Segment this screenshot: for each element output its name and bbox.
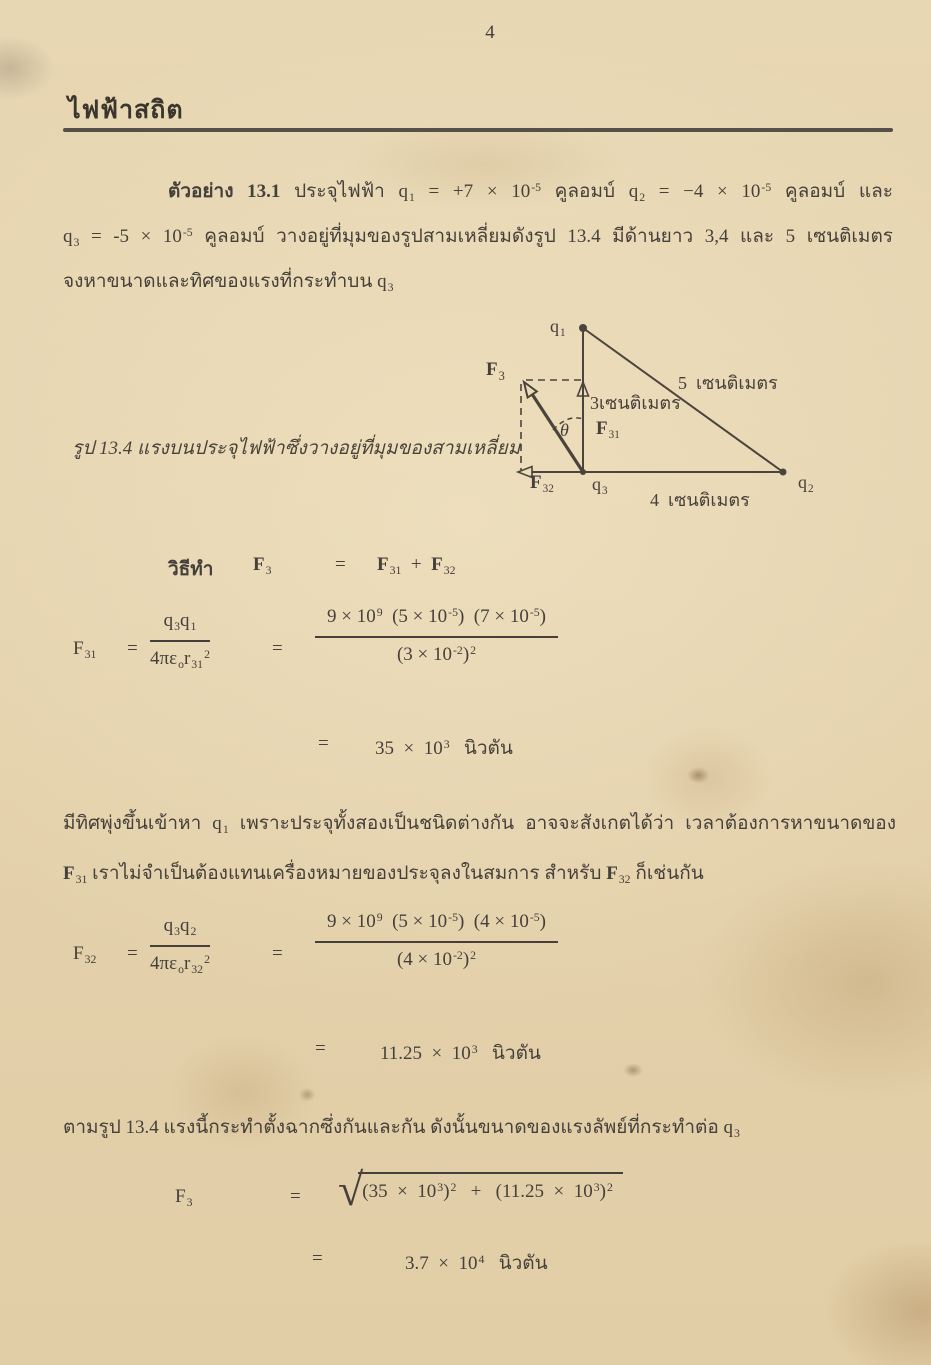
f32-equals-1: =	[127, 943, 138, 964]
square-root-expression	[338, 1164, 623, 1215]
label-q1: $q_1$	[550, 316, 566, 340]
f32-equals-2: =	[272, 943, 283, 964]
q1-dot	[579, 324, 587, 332]
f31-symbolic-fraction	[150, 610, 210, 670]
section-title-rule	[63, 128, 893, 132]
f32-numeric-numerator: $9 \times 10^9$ $(5 \times 10^{-5})$ $(4 \times 10^{-5})$	[315, 911, 558, 943]
example-line-3: จงหาขนาดและทิศของแรงที่กระทำบน $q_3$	[63, 271, 394, 295]
f31-lhs: $F_{31}$	[73, 638, 97, 662]
f31-equals-2: =	[272, 638, 283, 659]
example-line-1: ตัวอย่าง 13.1 ประจุไฟฟ้า $q_1 = +7 \times 10^{-5}$ คูลอมบ์ $q_2 = -4 \times 10^{-5}$ คูลอมบ์ และ	[168, 180, 893, 205]
f31-result: $35 \times 10^3$ นิวตัน	[375, 737, 513, 759]
f31-equals-1: =	[127, 638, 138, 659]
perpendicular-note: ตามรูป 13.4 แรงนี้กระทำตั้งฉากซึ่งกันและกัน ดังนั้นขนาดของแรงลัพย์ที่กระทำต่อ $q_3$	[63, 1117, 740, 1141]
label-f3: $F_3$	[486, 359, 505, 383]
f32-symbolic-numerator: $q_3q_2$	[150, 915, 210, 947]
f32-symbolic-denominator: $4\pi\varepsilon_or_{32}^2$	[150, 952, 210, 977]
f32-lhs: $F_{32}$	[73, 943, 97, 967]
label-side-5cm: 5 เซนติเมตร	[678, 373, 778, 393]
radical-sign: √	[338, 1164, 364, 1215]
label-q3: $q_3$	[592, 474, 608, 498]
note-paragraph	[63, 800, 896, 900]
radicand: $(35 \times 10^3)^2 + (11.25 \times 10^3)^2$	[358, 1172, 623, 1203]
q2-dot	[780, 469, 787, 476]
f32-result: $11.25 \times 10^3$ นิวตัน	[380, 1042, 541, 1064]
f31-symbolic-denominator: $4\pi\varepsilon_or_{31}^2$	[150, 647, 210, 672]
note-line-1: มีทิศพุ่งขึ้นเข้าหา $q_1$ เพราะประจุทั้งสองเป็นชนิดต่างกัน อาจจะสังเกตได้ว่า เวลาต้องการหาขนาดของ	[63, 813, 896, 837]
label-f32: $F_{32}$	[530, 472, 554, 496]
resultant-rhs: $F_{31} + F_{32}$	[377, 554, 456, 578]
f32-symbolic-fraction	[150, 915, 210, 975]
q3-dot	[580, 469, 586, 475]
label-side-4cm: 4 เซนติเมตร	[650, 490, 750, 510]
f3-equals-1: =	[290, 1186, 301, 1207]
f3-arrow-line	[532, 394, 583, 472]
resultant-equals: =	[335, 554, 346, 575]
label-theta: θ	[560, 420, 569, 440]
f32-equals-3: =	[315, 1038, 326, 1059]
f32-numeric-denominator: $(4 \times 10^{-2})^2$	[396, 948, 477, 970]
figure-caption: รูป 13.4 แรงบนประจุไฟฟ้าซึ่งวางอยู่ที่มุมของสามเหลี่ยม	[72, 438, 521, 459]
resultant-lhs: $F_3$	[253, 554, 272, 578]
section-title: ไฟฟ้าสถิต	[68, 97, 184, 124]
label-side-3cm: 3เซนติเมตร	[590, 393, 681, 413]
note-line-2: $F_{31}$ เราไม่จำเป็นต้องแทนเครื่องหมายของประจุลงในสมการ สำหรับ $F_{32}$ ก็เช่นกัน	[63, 863, 704, 887]
f3-result: $3.7 \times 10^4$ นิวตัน	[405, 1252, 548, 1274]
f3-lhs: $F_3$	[175, 1186, 193, 1210]
example-paragraph	[63, 170, 893, 305]
label-f31: $F_{31}$	[596, 418, 620, 442]
f31-numeric-denominator: $(3 \times 10^{-2})^2$	[396, 643, 477, 665]
label-q2: $q_2$	[798, 472, 814, 496]
method-label: วิธีทำ	[168, 559, 214, 580]
force-diagram	[480, 312, 920, 517]
page-number: 4	[485, 22, 495, 43]
f32-numeric-fraction	[315, 911, 558, 971]
f3-equals-2: =	[312, 1248, 323, 1269]
f31-equals-3: =	[318, 733, 329, 754]
example-line-2: $q_3 = -5 \times 10^{-5}$ คูลอมบ์ วางอยู่ที่มุมของรูปสามเหลี่ยมดังรูป 13.4 มีด้านยาว 3,4 และ 5 เซนติเมตร	[63, 225, 893, 250]
f31-numeric-numerator: $9 \times 10^9$ $(5 \times 10^{-5})$ $(7 \times 10^{-5})$	[315, 606, 558, 638]
f3-arrowhead	[524, 382, 537, 398]
f31-symbolic-numerator: $q_3q_1$	[150, 610, 210, 642]
f31-numeric-fraction	[315, 606, 558, 666]
